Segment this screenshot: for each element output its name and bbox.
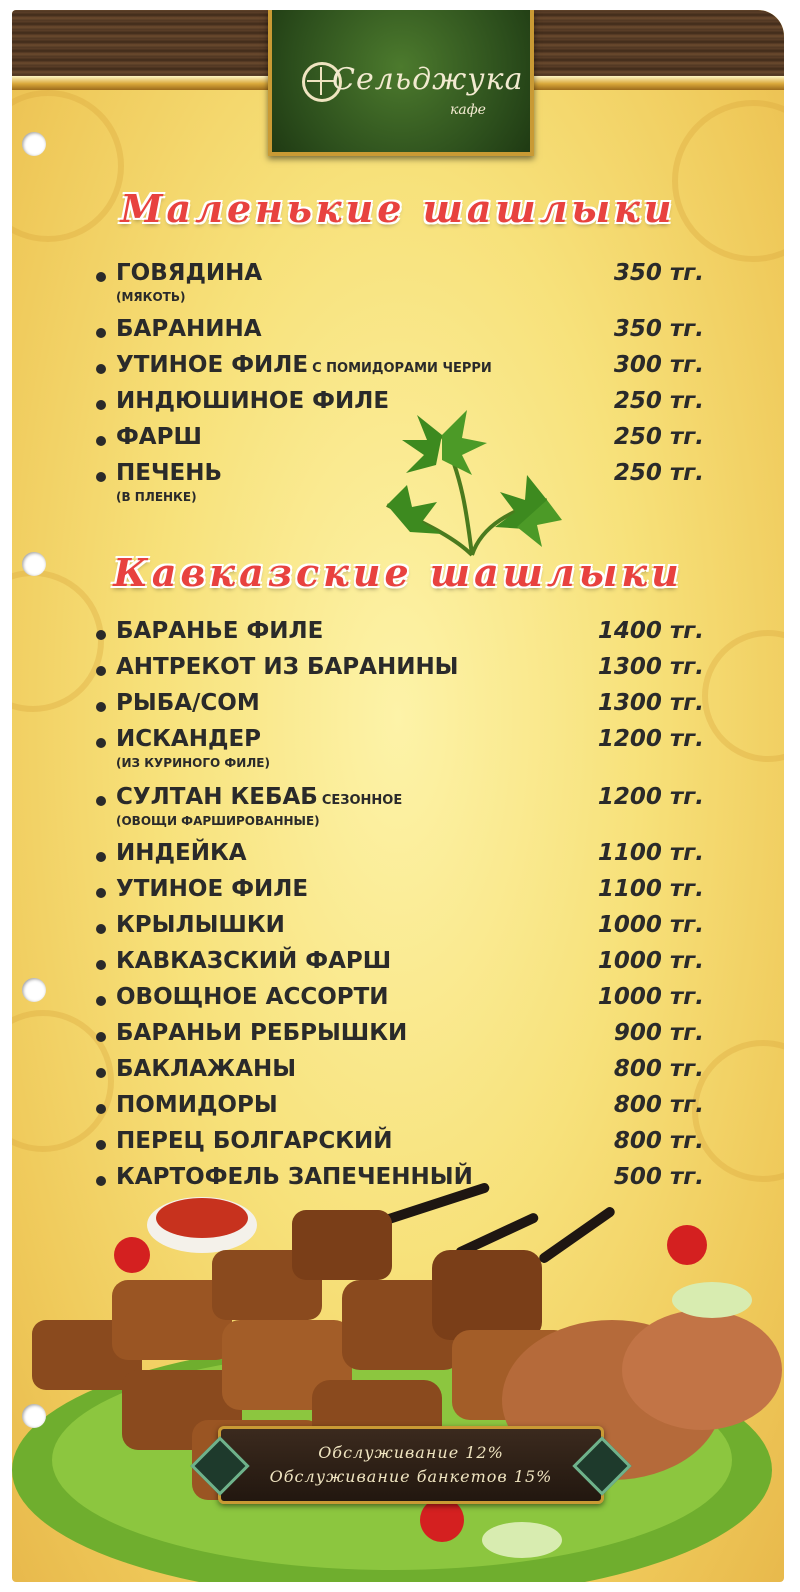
- item-name: ИНДЮШИНОЕ ФИЛЕ: [116, 388, 390, 414]
- item-sub: (МЯКОТЬ): [116, 290, 186, 304]
- bullet-icon: [96, 702, 106, 712]
- ornament-swirl: [692, 1040, 784, 1182]
- bullet-icon: [96, 436, 106, 446]
- bullet-icon: [96, 924, 106, 934]
- parsley-icon: [372, 395, 572, 565]
- item-price: 300 тг.: [613, 352, 704, 378]
- item-price: 1200 тг.: [597, 784, 704, 810]
- menu-item: [96, 948, 704, 982]
- item-price: 1100 тг.: [597, 876, 704, 902]
- item-sub: (ОВОЩИ ФАРШИРОВАННЫЕ): [116, 814, 320, 828]
- item-price: 1000 тг.: [597, 984, 704, 1010]
- item-name: БАРАНИНА: [116, 316, 262, 342]
- item-name: УТИНОЕ ФИЛЕ: [116, 876, 309, 902]
- item-price: 250 тг.: [613, 460, 704, 486]
- menu-item: [96, 352, 704, 386]
- item-name: КРЫЛЫШКИ: [116, 912, 285, 938]
- item-name: УТИНОЕ ФИЛЕ С ПОМИДОРАМИ ЧЕРРИ: [116, 352, 492, 378]
- item-price: 800 тг.: [613, 1056, 704, 1082]
- service-charge-panel: [218, 1426, 604, 1504]
- punch-hole: [22, 1404, 46, 1428]
- item-name: КАВКАЗСКИЙ ФАРШ: [116, 948, 392, 974]
- menu-item: [96, 316, 704, 350]
- menu-item: [96, 984, 704, 1018]
- banquet-service-charge-text: Обслуживание банкетов 15%: [269, 1467, 553, 1486]
- item-name: АНТРЕКОТ ИЗ БАРАНИНЫ: [116, 654, 459, 680]
- item-price: 1400 тг.: [597, 618, 704, 644]
- punch-hole: [22, 552, 46, 576]
- menu-page: [12, 10, 784, 1582]
- bullet-icon: [96, 400, 106, 410]
- ornament-swirl: [702, 630, 784, 762]
- menu-item: [96, 1020, 704, 1054]
- bullet-icon: [96, 996, 106, 1006]
- bullet-icon: [96, 1140, 106, 1150]
- item-name: БАКЛАЖАНЫ: [116, 1056, 297, 1082]
- logo-panel: [268, 10, 534, 156]
- bullet-icon: [96, 738, 106, 748]
- bullet-icon: [96, 364, 106, 374]
- menu-item: [96, 690, 704, 724]
- menu-item: [96, 1056, 704, 1090]
- item-note: С ПОМИДОРАМИ ЧЕРРИ: [312, 361, 492, 376]
- ornament-swirl: [672, 100, 784, 262]
- item-name: БАРАНЬИ РЕБРЫШКИ: [116, 1020, 408, 1046]
- item-price: 1000 тг.: [597, 948, 704, 974]
- section-title-small-kebabs: Маленькие шашлыки: [120, 186, 676, 231]
- item-name: РЫБА/СОМ: [116, 690, 260, 716]
- menu-item: [96, 876, 704, 910]
- item-price: 800 тг.: [613, 1092, 704, 1118]
- item-name: ПЕРЕЦ БОЛГАРСКИЙ: [116, 1128, 393, 1154]
- menu-item: [96, 912, 704, 946]
- item-price: 1300 тг.: [597, 690, 704, 716]
- item-name: ИСКАНДЕР: [116, 726, 262, 752]
- item-price: 1300 тг.: [597, 654, 704, 680]
- item-name: ИНДЕЙКА: [116, 840, 247, 866]
- item-name: КАРТОФЕЛЬ ЗАПЕЧЕННЫЙ: [116, 1164, 473, 1190]
- bullet-icon: [96, 852, 106, 862]
- item-price: 250 тг.: [613, 388, 704, 414]
- item-name: ПЕЧЕНЬ: [116, 460, 223, 486]
- bullet-icon: [96, 888, 106, 898]
- item-name: ФАРШ: [116, 424, 202, 450]
- menu-item: [96, 784, 704, 828]
- item-name: ГОВЯДИНА: [116, 260, 263, 286]
- item-name: ОВОЩНОЕ АССОРТИ: [116, 984, 389, 1010]
- brand-subtitle: кафе: [450, 102, 486, 118]
- section-title-caucasian-kebabs: Кавказские шашлыки: [113, 550, 683, 595]
- item-price: 500 тг.: [613, 1164, 704, 1190]
- item-price: 350 тг.: [613, 260, 704, 286]
- kebab-platter-image: [12, 1170, 784, 1582]
- bullet-icon: [96, 630, 106, 640]
- bullet-icon: [96, 960, 106, 970]
- item-price: 350 тг.: [613, 316, 704, 342]
- item-price: 1000 тг.: [597, 912, 704, 938]
- bullet-icon: [96, 328, 106, 338]
- menu-item: [96, 618, 704, 652]
- menu-item: [96, 726, 704, 770]
- item-name: ПОМИДОРЫ: [116, 1092, 278, 1118]
- menu-item: [96, 654, 704, 688]
- item-price: 1100 тг.: [597, 840, 704, 866]
- service-charge-text: Обслуживание 12%: [318, 1443, 504, 1462]
- item-price: 800 тг.: [613, 1128, 704, 1154]
- bullet-icon: [96, 1104, 106, 1114]
- punch-hole: [22, 978, 46, 1002]
- bullet-icon: [96, 272, 106, 282]
- item-price: 900 тг.: [613, 1020, 704, 1046]
- menu-item: [96, 840, 704, 874]
- bullet-icon: [96, 1068, 106, 1078]
- bullet-icon: [96, 796, 106, 806]
- item-sub: (В ПЛЕНКЕ): [116, 490, 197, 504]
- item-name: БАРАНЬЕ ФИЛЕ: [116, 618, 324, 644]
- item-note: СЕЗОННОЕ: [321, 793, 403, 808]
- brand-name: Сельджука: [332, 62, 524, 97]
- menu-item: [96, 1092, 704, 1126]
- bullet-icon: [96, 666, 106, 676]
- menu-item: [96, 1128, 704, 1162]
- item-sub: (ИЗ КУРИНОГО ФИЛЕ): [116, 756, 270, 770]
- item-name: СУЛТАН КЕБАБ СЕЗОННОЕ: [116, 784, 403, 810]
- bullet-icon: [96, 472, 106, 482]
- bullet-icon: [96, 1032, 106, 1042]
- punch-hole: [22, 132, 46, 156]
- item-price: 250 тг.: [613, 424, 704, 450]
- item-price: 1200 тг.: [597, 726, 704, 752]
- menu-item: [96, 260, 704, 304]
